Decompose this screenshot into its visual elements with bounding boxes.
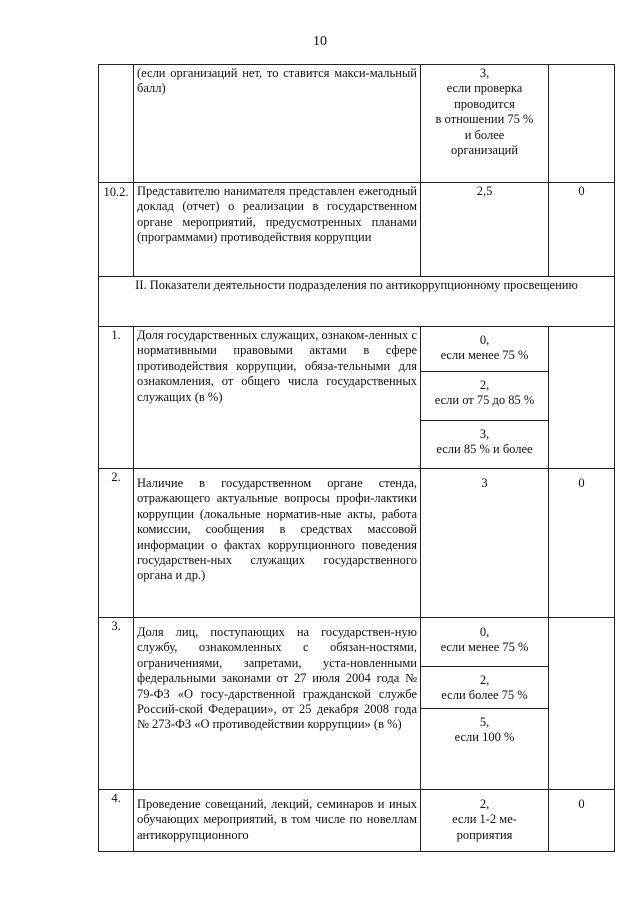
- score-option: 0, если менее 75 %: [421, 618, 549, 667]
- criterion-text: Проведение совещаний, лекций, семинаров и иных обучающих мероприятий, в том числе по новеллам антикоррупционного: [134, 790, 421, 852]
- section-heading: II. Показатели деятельности подразделения по антикоррупционному просвещению: [99, 277, 615, 327]
- page-number: 10: [313, 34, 327, 49]
- score-option: 0, если менее 75 %: [421, 327, 549, 372]
- criterion-text: Доля государственных служащих, ознаком-ленных с нормативными правовыми актами в сфере противодействия коррупции, обяза-тельными для ознакомления, от общего числа государственных служащих (в %): [134, 327, 421, 469]
- score-cell: 2, если 1-2 ме- роприятия: [421, 790, 549, 852]
- criterion-text: (если организаций нет, то ставится макси-мальный балл): [134, 65, 421, 183]
- baseline-cell: 0: [549, 790, 615, 852]
- table-row: [99, 327, 615, 372]
- criterion-text: Доля лиц, поступающих на государствен-ную службу, ознакомленных с обязан-ностями, ограничениями, запретами, уста-новленными федеральными законами от 27 июля 2004 года № 79-ФЗ «О госу-дарственной гражданской службе Россий-ской Федерации», от 25 декабря 2008 года № 273-ФЗ «О противодействии коррупции» (в %): [134, 618, 421, 790]
- table-row: [99, 183, 615, 277]
- table-row: [99, 469, 615, 618]
- score-option: 3, если 85 % и более: [421, 421, 549, 469]
- baseline-cell: [549, 65, 615, 183]
- criterion-text: Представителю нанимателя представлен ежегодный доклад (отчет) о реализации в государственном органе мероприятий, предусмотренных планами (программами) противодействия коррупции: [134, 183, 421, 277]
- score-cell: 3, если проверка проводится в отношении 75 % и более организаций: [421, 65, 549, 183]
- baseline-cell: 0: [549, 183, 615, 277]
- criteria-table: [98, 64, 615, 852]
- row-number: 2.: [99, 469, 134, 618]
- row-number: 10.2.: [99, 183, 134, 277]
- row-number: 4.: [99, 790, 134, 852]
- score-cell: 3: [421, 469, 549, 618]
- table-row: [99, 618, 615, 667]
- table-row: [99, 65, 615, 183]
- row-number: 1.: [99, 327, 134, 469]
- score-option: 2, если более 75 %: [421, 667, 549, 709]
- table-row: [99, 790, 615, 852]
- section-row: [99, 277, 615, 327]
- score-option: 2, если от 75 до 85 %: [421, 372, 549, 421]
- row-number: 3.: [99, 618, 134, 790]
- baseline-cell: 0: [549, 469, 615, 618]
- score-option: 5, если 100 %: [421, 709, 549, 790]
- row-number: [99, 65, 134, 183]
- baseline-cell: [549, 618, 615, 790]
- baseline-cell: [549, 327, 615, 469]
- score-cell: 2,5: [421, 183, 549, 277]
- criterion-text: Наличие в государственном органе стенда, отражающего актуальные вопросы профи-лактики коррупции (локальные норматив-ные акты, работа комиссии, сообщения в средствах массовой информации о фактах коррупционного поведения государствен-ных служащих государственного органа и др.): [134, 469, 421, 618]
